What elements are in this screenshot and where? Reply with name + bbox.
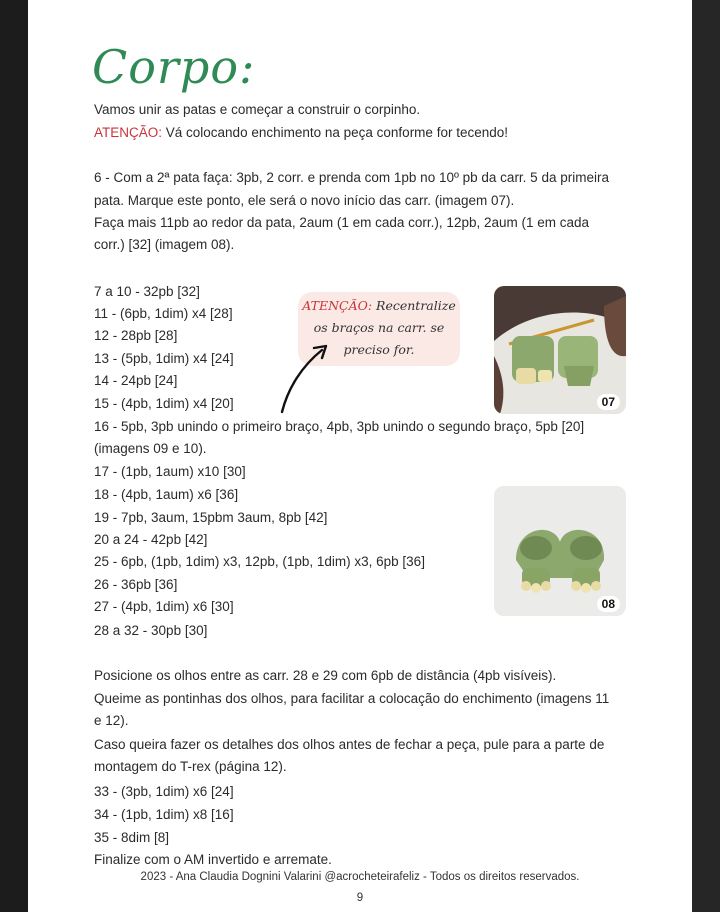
image-label-badge: 08 [597,596,620,612]
row-line: 14 - 24pb [24] [94,373,178,388]
row-line: 18 - (4pb, 1aum) x6 [36] [94,487,239,502]
row-line: 35 - 8dim [8] [94,830,170,845]
row-line: 15 - (4pb, 1dim) x4 [20] [94,396,234,411]
row-line: 11 - (6pb, 1dim) x4 [28] [94,306,233,321]
row-line: 16 - 5pb, 3pb unindo o primeiro braço, 4pb, 3pb unindo o segundo braço, 5pb [20] [94,419,585,434]
row-line: 26 - 36pb [36] [94,577,178,592]
row-line: 33 - (3pb, 1dim) x6 [24] [94,784,234,799]
row-line: 13 - (5pb, 1dim) x4 [24] [94,351,234,366]
callout-text: Recentralize [372,298,456,313]
page-edge [692,0,720,912]
paragraph-line: Caso queira fazer os detalhes dos olhos antes de fechar a peça, pule para a parte de [94,737,605,752]
photo-07 [494,286,626,414]
section-title: Corpo: [92,40,256,94]
paragraph-line: e 12). [94,713,129,728]
instruction-line: 6 - Com a 2ª pata faça: 3pb, 2 corr. e prenda com 1pb no 10º pb da carr. 5 da primeira [94,170,609,185]
instruction-line: pata. Marque este ponto, ele será o novo início das carr. (imagem 07). [94,193,515,208]
callout-line-2: os braços na carr. se [313,320,445,335]
row-line: 20 a 24 - 42pb [42] [94,532,208,547]
row-line: 12 - 28pb [28] [94,328,178,343]
intro-line: Vamos unir as patas e começar a construir o corpinho. [94,102,421,117]
row-line: (imagens 09 e 10). [94,441,207,456]
attention-label: ATENÇÃO: [94,125,163,140]
photo-08 [494,486,626,616]
callout-line-1 [298,298,460,313]
page-number: 9 [356,892,364,904]
paragraph-line: Queime as pontinhas dos olhos, para facilitar a colocação do enchimento (imagens 11 [94,691,610,706]
finish-line: Finalize com o AM invertido e arremate. [94,852,332,867]
row-line: 19 - 7pb, 3aum, 15pbm 3aum, 8pb [42] [94,510,328,525]
instruction-line: Faça mais 11pb ao redor da pata, 2aum (1 em cada corr.), 12pb, 2aum (1 em cada [94,215,590,230]
callout-label: ATENÇÃO: [302,298,373,313]
row-line: 27 - (4pb, 1dim) x6 [30] [94,599,234,614]
page-footer: 2023 - Ana Claudia Dognini Valarini @acrocheteirafeliz - Todos os direitos reservados. [140,871,580,883]
instruction-line: corr.) [32] (imagem 08). [94,237,235,252]
row-line: 28 a 32 - 30pb [30] [94,623,208,638]
callout-line-3: preciso for. [343,342,415,357]
row-line: 25 - 6pb, (1pb, 1dim) x3, 12pb, (1pb, 1dim) x3, 6pb [36] [94,554,425,569]
row-line: 34 - (1pb, 1dim) x8 [16] [94,807,234,822]
paragraph-line: montagem do T-rex (página 12). [94,759,287,774]
paragraph-line: Posicione os olhos entre as carr. 28 e 29 com 6pb de distância (4pb visíveis). [94,668,557,683]
row-line: 17 - (1pb, 1aum) x10 [30] [94,464,246,479]
row-line: 7 a 10 - 32pb [32] [94,284,200,299]
attention-line [94,124,508,142]
image-label-badge: 07 [597,394,620,410]
curved-arrow-icon [276,338,336,416]
attention-text: Vá colocando enchimento na peça conforme for tecendo! [162,125,508,140]
